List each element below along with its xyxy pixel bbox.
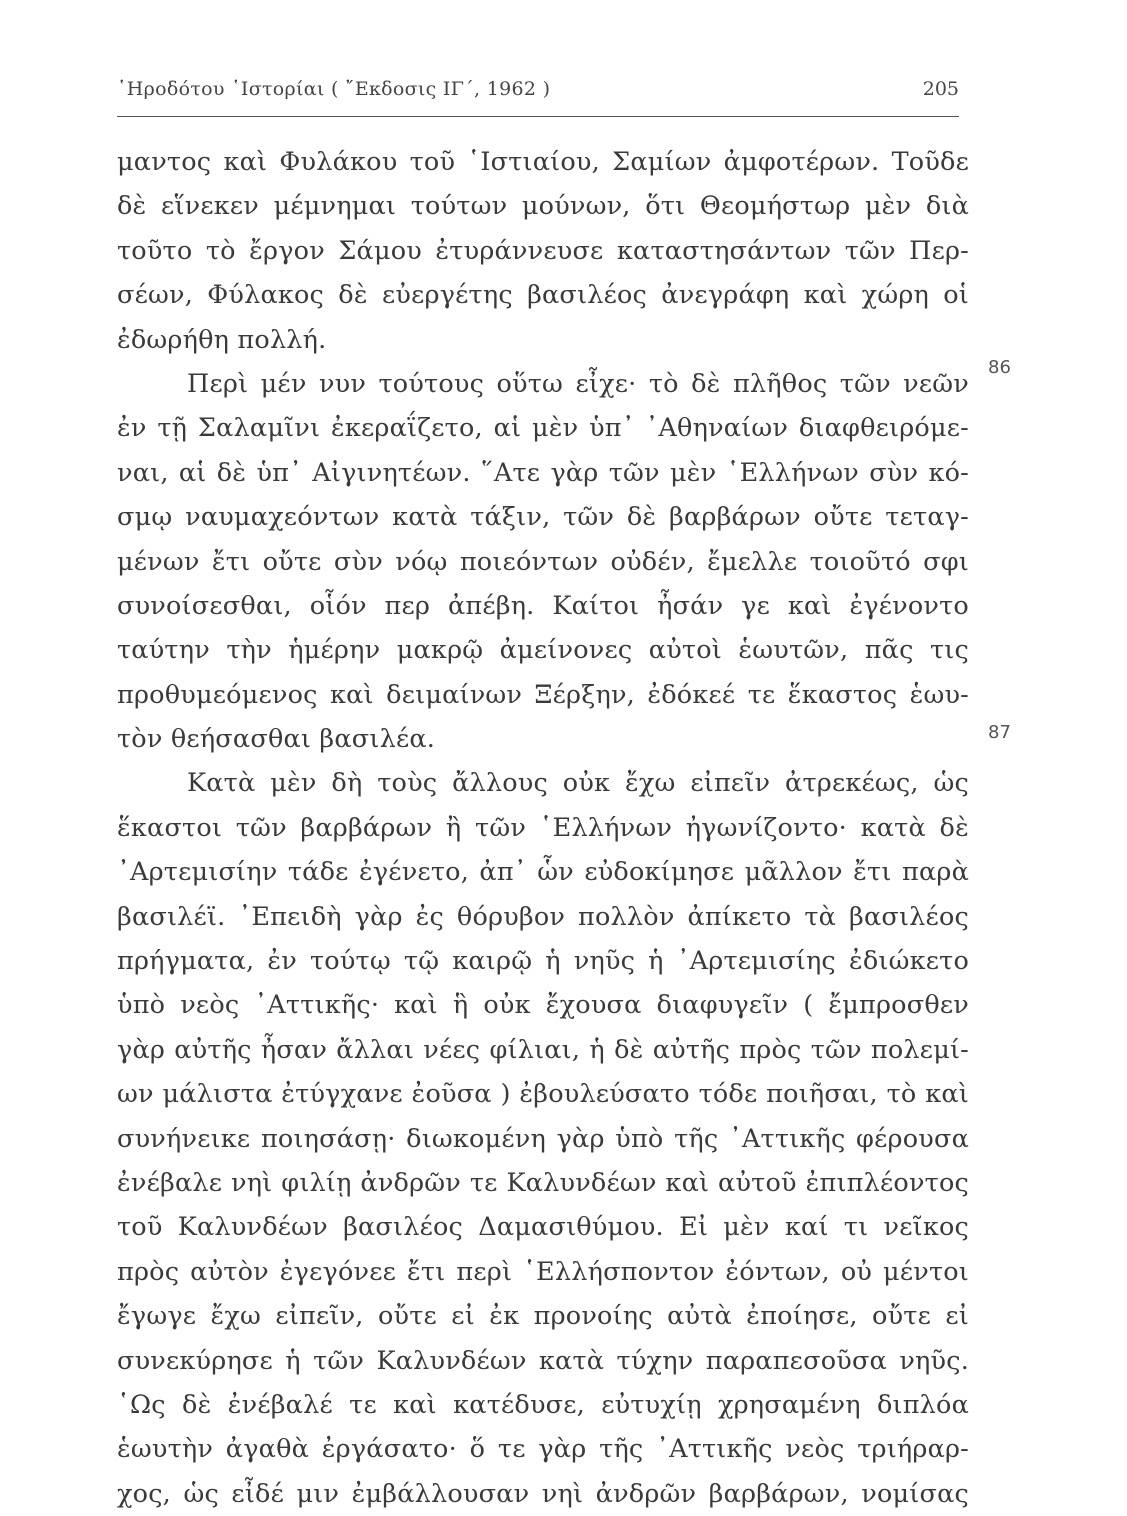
text-line: ἐν τῇ Σαλαμῖνι ἐκεραΐζετο, αἱ μὲν ὑπ᾿ ᾿Αθηναίων διαφθειρόμε-: [117, 413, 969, 444]
running-head-title: ῾Ηροδότου ῾Ιστορίαι ( ῎Εκδοσις ΙΓ΄, 1962 ): [117, 78, 551, 100]
text-line: δὲ εἵνεκεν μέμνημαι τούτων μούνων, ὅτι Θεομήστωρ μὲν διὰ: [117, 191, 969, 222]
text-line: ταύτην τὴν ἡμέρην μακρῷ ἀμείνονες αὐτοὶ ἑωυτῶν, πᾶς τις: [117, 635, 969, 666]
text-line: ῾Ως δὲ ἐνέβαλέ τε καὶ κατέδυσε, εὐτυχίῃ χρησαμένη διπλόα: [117, 1389, 969, 1420]
paragraph-start-line: Περὶ μέν νυν τούτους οὕτω εἶχε· τὸ δὲ πλῆθος τῶν νεῶν: [187, 368, 969, 399]
text-line: ἔγωγε ἔχω εἰπεῖν, οὔτε εἰ ἐκ προνοίης αὐτὰ ἐποίησε, οὔτε εἰ: [117, 1301, 969, 1332]
text-line: σέων, Φύλακος δὲ εὐεργέτης βασιλέος ἀνεγράφη καὶ χώρη οἱ: [117, 280, 969, 311]
text-line: πρήγματα, ἐν τούτῳ τῷ καιρῷ ἡ νηῦς ἡ ᾿Αρτεμισίης ἐδιώκετο: [117, 946, 969, 977]
text-line: συνήνεικε ποιησάσῃ· διωκομένη γὰρ ὑπὸ τῆς ᾿Αττικῆς φέρουσα: [117, 1123, 969, 1154]
text-line: πρὸς αὐτὸν ἐγεγόνεε ἔτι περὶ ῾Ελλήσποντον ἐόντων, οὐ μέντοι: [117, 1256, 969, 1287]
text-line: σμῳ ναυμαχεόντων κατὰ τάξιν, τῶν δὲ βαρβάρων οὔτε τεταγ-: [117, 502, 969, 533]
paragraph-start-line: Κατὰ μὲν δὴ τοὺς ἄλλους οὐκ ἔχω εἰπεῖν ἀτρεκέως, ὡς: [187, 768, 969, 799]
text-line: τοῦ Καλυνδέων βασιλέος Δαμασιθύμου. Εἰ μὲν καί τι νεῖκος: [117, 1212, 969, 1243]
text-line: ναι, αἱ δὲ ὑπ᾿ Αἰγινητέων. ῞Ατε γὰρ τῶν μὲν ῾Ελλήνων σὺν κό-: [117, 457, 969, 488]
chapter-number-87: 87: [988, 722, 1011, 743]
header-rule: [117, 116, 959, 117]
text-line: μένων ἔτι οὔτε σὺν νόῳ ποιεόντων οὐδέν, ἔμελλε τοιοῦτό σφι: [117, 546, 969, 577]
text-line: μαντος καὶ Φυλάκου τοῦ ῾Ιστιαίου, Σαμίων ἀμφοτέρων. Τοῦδε: [117, 147, 969, 177]
chapter-number-86: 86: [988, 357, 1011, 378]
text-line: τὸν θεήσασθαι βασιλέα.: [117, 724, 436, 755]
text-line: ἐνέβαλε νηὶ φιλίῃ ἀνδρῶν τε Καλυνδέων καὶ αὐτοῦ ἐπιπλέοντος: [117, 1167, 969, 1198]
text-line: ἕκαστοι τῶν βαρβάρων ἢ τῶν ῾Ελλήνων ἠγωνίζοντο· κατὰ δὲ: [117, 812, 969, 843]
text-line: ὑπὸ νεὸς ᾿Αττικῆς· καὶ ἣ οὐκ ἔχουσα διαφυγεῖν ( ἔμπροσθεν: [117, 990, 969, 1021]
text-line: βασιλέϊ. ᾿Επειδὴ γὰρ ἐς θόρυβον πολλὸν ἀπίκετο τὰ βασιλέος: [117, 901, 969, 932]
text-line: ἑωυτὴν ἀγαθὰ ἐργάσατο· ὅ τε γὰρ τῆς ᾿Αττικῆς νεὸς τριήραρ-: [117, 1434, 969, 1465]
text-line: συνοίσεσθαι, οἷόν περ ἀπέβη. Καίτοι ἦσάν γε καὶ ἐγένοντο: [117, 590, 969, 621]
text-line: προθυμεόμενος καὶ δειμαίνων Ξέρξην, ἐδόκεέ τε ἕκαστος ἑωυ-: [117, 679, 969, 710]
text-line: συνεκύρησε ἡ τῶν Καλυνδέων κατὰ τύχην παραπεσοῦσα νηῦς.: [117, 1345, 969, 1376]
body-text: [117, 140, 969, 1516]
page-number: 205: [922, 78, 959, 100]
running-head: [117, 72, 959, 112]
text-line: ἐδωρήθη πολλή.: [117, 324, 327, 355]
text-line: τοῦτο τὸ ἔργον Σάμου ἐτυράννευσε καταστησάντων τῶν Περ-: [117, 235, 969, 266]
text-line: ᾿Αρτεμισίην τάδε ἐγένετο, ἀπ᾿ ὧν εὐδοκίμησε μᾶλλον ἔτι παρὰ: [117, 857, 969, 888]
text-line: χος, ὡς εἶδέ μιν ἐμβάλλουσαν νηὶ ἀνδρῶν βαρβάρων, νομίσας: [117, 1478, 969, 1509]
text-line: γὰρ αὐτῆς ἦσαν ἄλλαι νέες φίλιαι, ἡ δὲ αὐτῆς πρὸς τῶν πολεμί-: [117, 1034, 969, 1065]
text-line: ων μάλιστα ἐτύγχανε ἐοῦσα ) ἐβουλεύσατο τόδε ποιῆσαι, τὸ καὶ: [117, 1079, 969, 1110]
